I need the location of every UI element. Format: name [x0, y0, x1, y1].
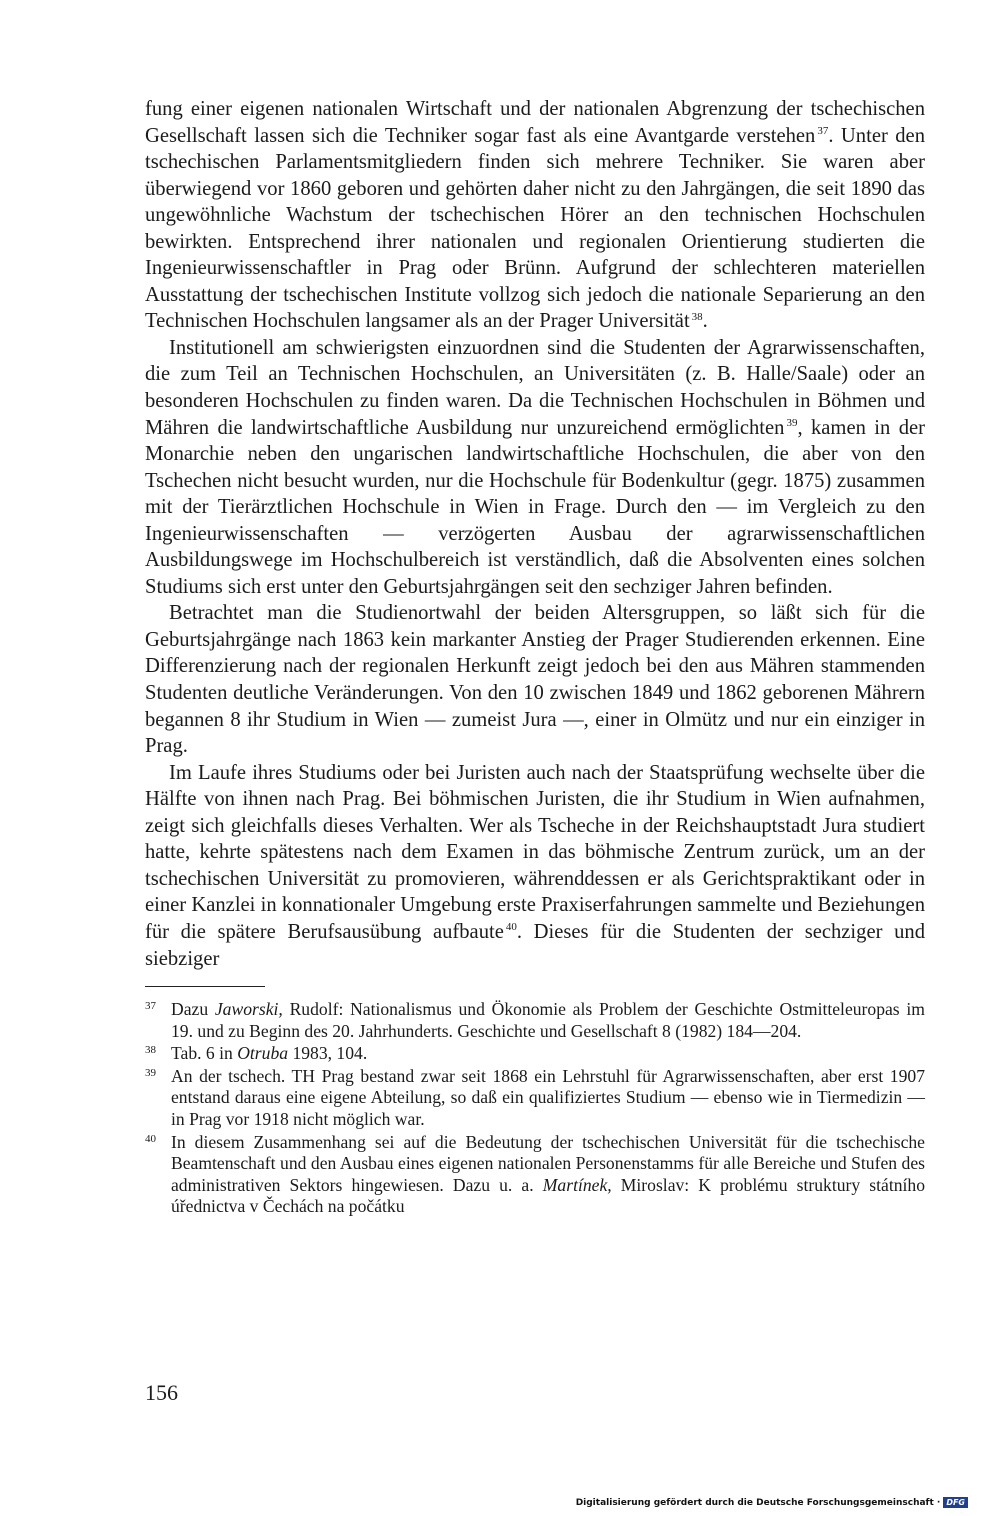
paragraph: [145, 335, 925, 600]
page-content: [145, 96, 925, 1219]
text-run: Tab. 6 in: [171, 1043, 238, 1064]
paragraph: [145, 760, 925, 972]
footnote-number: 40: [145, 1132, 156, 1145]
footnote-reference: 38: [691, 310, 703, 323]
paragraph: [145, 600, 925, 759]
text-run: Dazu: [171, 999, 215, 1020]
footnote: [145, 1132, 925, 1218]
paragraph: [145, 96, 925, 335]
text-run: Rudolf: Nationalismus und Ökonomie als Problem der Geschichte Ostmitteleuropas im 19. und zu Beginn des 20. Jahrhunderts. Geschichte und Gesellschaft 8 (1982) 184—204.: [171, 999, 925, 1041]
text-run: , kamen in der Monarchie neben den ungarischen landwirtschaftliche Hochschulen, die aber von den Tschechen nicht besucht wurden, nur die Hochschule für Bodenkultur (gegr. 1875) zusammen mit der Tierärztlichen Hochschule in Wien in Frage. Durch den — im Vergleich zu den Ingenieurwissenschaften — verzögerten Ausbau der agrarwissenschaftlichen Ausbildungswege im Hochschulbereich ist verständlich, daß die Absolventen eines solchen Studiums sich erst unter den Geburtsjahrgängen seit den sechziger Jahren befinden.: [145, 416, 925, 598]
text-run: In diesem Zusammenhang sei auf die Bedeutung der tschechischen Universität für die tschechische Beamtenschaft und den Ausbau eines eigenen nationalen Personenstamms für alle Bereiche und Stufen des administrativen Sektors hingewiesen. Dazu u. a.: [171, 1131, 925, 1195]
footnote-number: 39: [145, 1066, 156, 1079]
text-run: An der tschech. TH Prag bestand zwar seit 1868 ein Lehrstuhl für Agrarwissenschaften, aber erst 1907 entstand daraus eine eigene Abteilung, so daß ein qualifiziertes Studium — ebenso wie in Tiermedizin — in Prag vor 1918 nicht möglich war.: [171, 1065, 925, 1130]
footnote-number: 37: [145, 1000, 156, 1013]
footnotes: [145, 999, 925, 1218]
author-name: Martínek,: [542, 1174, 612, 1195]
text-run: Miroslav: K problému struktury státního úřednictva v Čechách na počátku: [171, 1174, 925, 1217]
text-run: Betrachtet man die Studienortwahl der beiden Altersgruppen, so läßt sich für die Geburtsjahrgänge nach 1863 kein markanter Anstieg der Prager Studierenden erkennen. Eine Differenzierung nach der regionalen Herkunft zeigt jedoch bei den aus Mähren stammenden Studenten deutliche Veränderungen. Von den 10 zwischen 1849 und 1862 geborenen Mährern begannen 8 ihr Studium in Wien — zumeist Jura —, einer in Olmütz und nur ein einziger in Prag.: [145, 602, 925, 758]
footnote: [145, 999, 925, 1042]
text-run: Institutionell am schwierigsten einzuordnen sind die Studenten der Agrarwissenschaften, die zum Teil an Technischen Hochschulen, an Universitäten (z. B. Halle/Saale) oder an besonderen Hochschulen zu finden waren. Da die Technischen Hochschulen in Böhmen und Mähren die landwirtschaftliche Ausbildung nur unzureichend ermöglichten: [145, 336, 925, 439]
text-run: Im Laufe ihres Studiums oder bei Juristen auch nach der Staatsprüfung wechselte über die Hälfte von ihnen nach Prag. Bei böhmischen Juristen, die ihr Studium in Wien aufnahmen, zeigt sich gleichfalls dieses Verhalten. Wer als Tscheche in der Reichshauptstadt Jura studiert hatte, kehrte spätestens nach dem Examen in das böhmische Zentrum zurück, um an der tschechischen Universität zu promovieren, währenddessen er als Gerichtspraktikant oder in einer Kanzlei in konnationaler Umgebung erste Praxiserfahrungen sammelte und Beziehungen für die spätere Berufsausübung aufbaute: [145, 761, 925, 943]
text-run: . Dieses für die Studenten der sechziger und siebziger: [145, 920, 925, 970]
digitization-credit: [576, 1497, 968, 1508]
author-name: Otruba: [237, 1043, 289, 1064]
text-run: . Unter den tschechischen Parlamentsmitgliedern finden sich mehrere Techniker. Sie waren aber überwiegend vor 1860 geboren und gehörten daher nicht zu den Jahrgängen, die seit 1890 das ungewöhnliche Wachstum der tschechischen Hörer an den technischen Hochschulen bewirkten. Entsprechend ihrer nationalen und regionalen Orientierung studierten die Ingenieurwissenschaftler in Prag oder Brünn. Aufgrund der schlechteren materiellen Ausstattung der tschechischen Institute vollzog sich jedoch die nationale Separierung an den Technischen Hochschulen langsamer als an der Prager Universität: [145, 124, 925, 333]
dfg-logo-icon: DFG: [943, 1497, 968, 1508]
page-number: 156: [145, 1380, 178, 1405]
footnote: [145, 1066, 925, 1131]
footnote-number: 38: [145, 1044, 156, 1057]
text-run: .: [702, 310, 708, 333]
footnote-reference: 37: [817, 124, 829, 137]
footnote-reference: 40: [505, 921, 517, 934]
footnote: [145, 1043, 925, 1065]
credit-text: Digitalisierung gefördert durch die Deutsche Forschungsgemeinschaft ·: [575, 1497, 941, 1508]
footnote-reference: 39: [786, 416, 798, 429]
text-run: fung einer eigenen nationalen Wirtschaft und der nationalen Abgrenzung der tschechischen Gesellschaft lassen sich die Techniker sogar fast als eine Avantgarde verstehen: [145, 98, 925, 147]
footnote-separator: [145, 986, 265, 987]
text-run: 1983, 104.: [288, 1043, 368, 1064]
body-text: [145, 96, 925, 972]
author-name: Jaworski,: [214, 999, 283, 1020]
